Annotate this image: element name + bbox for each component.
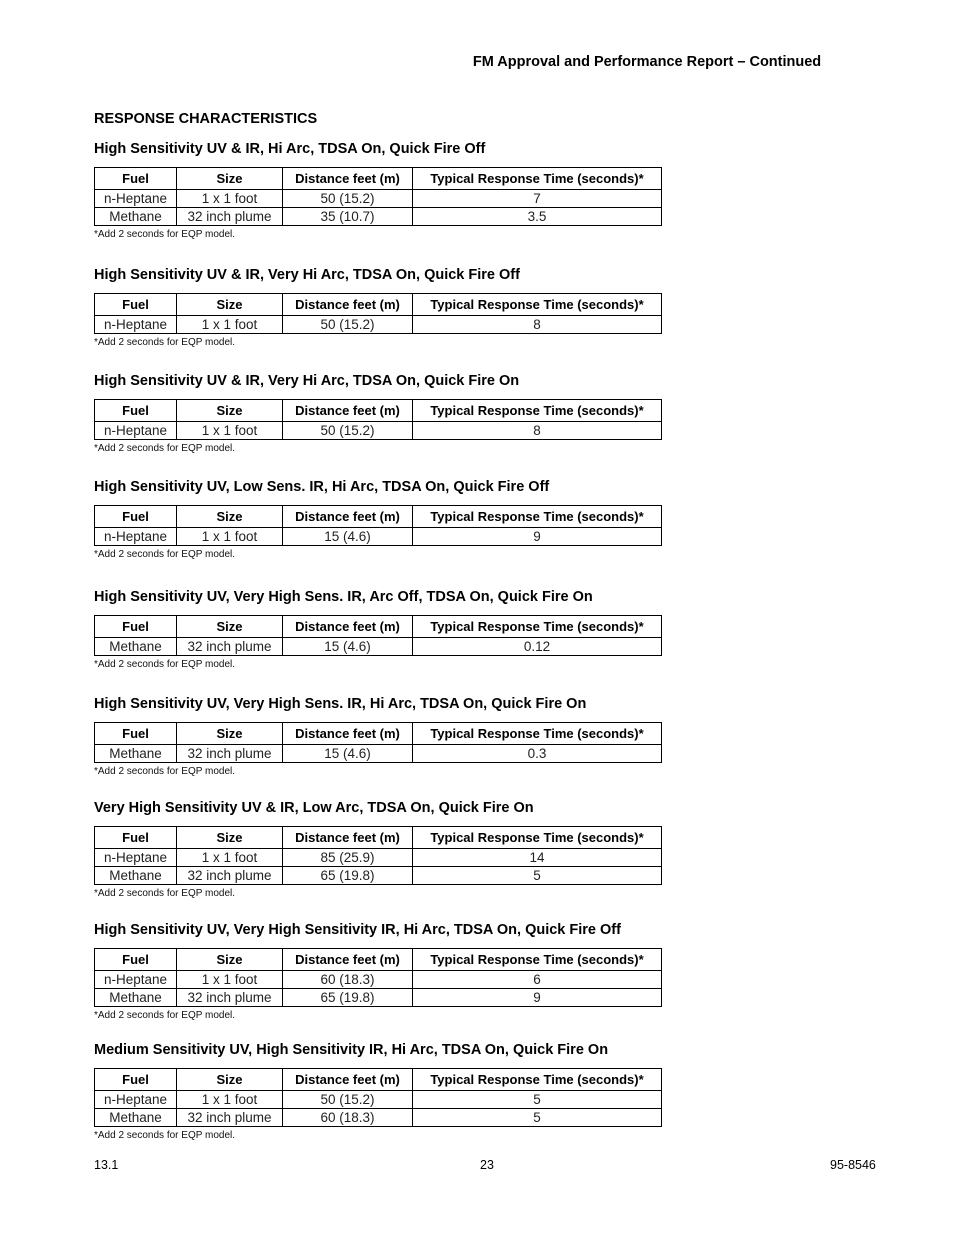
table-cell: n-Heptane bbox=[95, 849, 177, 867]
column-header: Size bbox=[177, 506, 283, 528]
table-cell: 32 inch plume bbox=[177, 745, 283, 763]
block-title: High Sensitivity UV & IR, Very Hi Arc, TDSA On, Quick Fire On bbox=[94, 373, 520, 389]
table-cell: 1 x 1 foot bbox=[177, 316, 283, 334]
table-cell: 32 inch plume bbox=[177, 989, 283, 1007]
table-cell: Methane bbox=[95, 638, 177, 656]
table-row bbox=[95, 989, 662, 1007]
response-block bbox=[94, 798, 662, 899]
table-cell: 1 x 1 foot bbox=[177, 1091, 283, 1109]
table-cell: 1 x 1 foot bbox=[177, 849, 283, 867]
column-header: Size bbox=[177, 949, 283, 971]
table-cell: 32 inch plume bbox=[177, 1109, 283, 1127]
table-cell: n-Heptane bbox=[95, 528, 177, 546]
table-row bbox=[95, 208, 662, 226]
column-header: Distance feet (m) bbox=[283, 827, 413, 849]
table-cell: 85 (25.9) bbox=[283, 849, 413, 867]
column-header: Typical Response Time (seconds)* bbox=[413, 949, 662, 971]
column-header: Fuel bbox=[95, 1069, 177, 1091]
table-cell: 15 (4.6) bbox=[283, 528, 413, 546]
table-cell: 32 inch plume bbox=[177, 638, 283, 656]
response-table bbox=[94, 948, 662, 1007]
table-header-row bbox=[95, 1069, 662, 1091]
response-table bbox=[94, 167, 662, 226]
column-header: Size bbox=[177, 1069, 283, 1091]
table-row bbox=[95, 745, 662, 763]
eqp-footnote: *Add 2 seconds for EQP model. bbox=[94, 766, 236, 777]
block-title: High Sensitivity UV, Low Sens. IR, Hi Arc, TDSA On, Quick Fire Off bbox=[94, 479, 550, 495]
table-row bbox=[95, 1109, 662, 1127]
column-header: Distance feet (m) bbox=[283, 1069, 413, 1091]
table-cell: 1 x 1 foot bbox=[177, 528, 283, 546]
response-block bbox=[94, 694, 662, 777]
response-block bbox=[94, 587, 662, 670]
block-title: High Sensitivity UV, Very High Sensitivity IR, Hi Arc, TDSA On, Quick Fire Off bbox=[94, 922, 621, 938]
table-cell: 32 inch plume bbox=[177, 867, 283, 885]
block-title: Very High Sensitivity UV & IR, Low Arc, TDSA On, Quick Fire On bbox=[94, 800, 534, 816]
table-cell: Methane bbox=[95, 1109, 177, 1127]
table-cell: 0.12 bbox=[413, 638, 662, 656]
table-row bbox=[95, 971, 662, 989]
table-cell: 50 (15.2) bbox=[283, 1091, 413, 1109]
table-cell: 0.3 bbox=[413, 745, 662, 763]
table-cell: Methane bbox=[95, 745, 177, 763]
table-cell: 7 bbox=[413, 190, 662, 208]
column-header: Size bbox=[177, 400, 283, 422]
table-header-row bbox=[95, 294, 662, 316]
table-header-row bbox=[95, 949, 662, 971]
response-table bbox=[94, 293, 662, 334]
column-header: Size bbox=[177, 827, 283, 849]
table-cell: 65 (19.8) bbox=[283, 867, 413, 885]
footer-revision: 13.1 bbox=[94, 1158, 119, 1172]
eqp-footnote: *Add 2 seconds for EQP model. bbox=[94, 229, 236, 240]
block-title: High Sensitivity UV, Very High Sens. IR, Arc Off, TDSA On, Quick Fire On bbox=[94, 589, 593, 605]
table-cell: 9 bbox=[413, 989, 662, 1007]
column-header: Fuel bbox=[95, 616, 177, 638]
column-header: Fuel bbox=[95, 949, 177, 971]
table-row bbox=[95, 638, 662, 656]
table-cell: n-Heptane bbox=[95, 1091, 177, 1109]
table-cell: 9 bbox=[413, 528, 662, 546]
table-row bbox=[95, 316, 662, 334]
table-row bbox=[95, 1091, 662, 1109]
section-title: RESPONSE CHARACTERISTICS bbox=[94, 111, 318, 127]
column-header: Distance feet (m) bbox=[283, 506, 413, 528]
table-cell: 60 (18.3) bbox=[283, 971, 413, 989]
table-cell: 5 bbox=[413, 1109, 662, 1127]
column-header: Distance feet (m) bbox=[283, 616, 413, 638]
table-header-row bbox=[95, 168, 662, 190]
response-table bbox=[94, 1068, 662, 1127]
response-table bbox=[94, 399, 662, 440]
table-cell: 3.5 bbox=[413, 208, 662, 226]
response-table bbox=[94, 722, 662, 763]
table-cell: 1 x 1 foot bbox=[177, 971, 283, 989]
eqp-footnote: *Add 2 seconds for EQP model. bbox=[94, 659, 236, 670]
block-title: High Sensitivity UV & IR, Hi Arc, TDSA On, Quick Fire Off bbox=[94, 141, 486, 157]
column-header: Distance feet (m) bbox=[283, 949, 413, 971]
page-header bbox=[0, 53, 954, 71]
response-block bbox=[94, 920, 662, 1021]
table-header-row bbox=[95, 827, 662, 849]
response-block bbox=[94, 477, 662, 560]
block-title: High Sensitivity UV, Very High Sens. IR, Hi Arc, TDSA On, Quick Fire On bbox=[94, 696, 587, 712]
table-row bbox=[95, 422, 662, 440]
column-header: Distance feet (m) bbox=[283, 400, 413, 422]
table-cell: 50 (15.2) bbox=[283, 422, 413, 440]
response-table bbox=[94, 826, 662, 885]
table-cell: 5 bbox=[413, 1091, 662, 1109]
footer-page-number: 23 bbox=[480, 1158, 494, 1172]
table-row bbox=[95, 190, 662, 208]
response-block bbox=[94, 139, 662, 240]
column-header: Typical Response Time (seconds)* bbox=[413, 827, 662, 849]
table-cell: 65 (19.8) bbox=[283, 989, 413, 1007]
column-header: Typical Response Time (seconds)* bbox=[413, 616, 662, 638]
response-table bbox=[94, 615, 662, 656]
eqp-footnote: *Add 2 seconds for EQP model. bbox=[94, 1130, 236, 1141]
eqp-footnote: *Add 2 seconds for EQP model. bbox=[94, 1010, 236, 1021]
column-header: Fuel bbox=[95, 506, 177, 528]
column-header: Fuel bbox=[95, 723, 177, 745]
column-header: Fuel bbox=[95, 400, 177, 422]
table-cell: n-Heptane bbox=[95, 190, 177, 208]
table-cell: n-Heptane bbox=[95, 316, 177, 334]
eqp-footnote: *Add 2 seconds for EQP model. bbox=[94, 337, 236, 348]
column-header: Typical Response Time (seconds)* bbox=[413, 400, 662, 422]
page-header-title: FM Approval and Performance Report – Continued bbox=[472, 54, 822, 70]
table-cell: 50 (15.2) bbox=[283, 316, 413, 334]
table-cell: 1 x 1 foot bbox=[177, 190, 283, 208]
block-title: High Sensitivity UV & IR, Very Hi Arc, TDSA On, Quick Fire Off bbox=[94, 267, 520, 283]
table-cell: Methane bbox=[95, 208, 177, 226]
footer-document-number: 95-8546 bbox=[830, 1158, 876, 1172]
column-header: Typical Response Time (seconds)* bbox=[413, 723, 662, 745]
table-cell: 8 bbox=[413, 316, 662, 334]
column-header: Distance feet (m) bbox=[283, 723, 413, 745]
eqp-footnote: *Add 2 seconds for EQP model. bbox=[94, 443, 236, 454]
response-block bbox=[94, 371, 662, 454]
column-header: Distance feet (m) bbox=[283, 294, 413, 316]
table-cell: Methane bbox=[95, 867, 177, 885]
response-block bbox=[94, 1040, 662, 1141]
table-header-row bbox=[95, 400, 662, 422]
table-cell: 50 (15.2) bbox=[283, 190, 413, 208]
column-header: Fuel bbox=[95, 827, 177, 849]
table-header-row bbox=[95, 506, 662, 528]
table-cell: n-Heptane bbox=[95, 971, 177, 989]
column-header: Typical Response Time (seconds)* bbox=[413, 168, 662, 190]
block-title: Medium Sensitivity UV, High Sensitivity IR, Hi Arc, TDSA On, Quick Fire On bbox=[94, 1042, 609, 1058]
table-cell: 6 bbox=[413, 971, 662, 989]
column-header: Distance feet (m) bbox=[283, 168, 413, 190]
column-header: Fuel bbox=[95, 168, 177, 190]
response-table bbox=[94, 505, 662, 546]
column-header: Size bbox=[177, 168, 283, 190]
table-row bbox=[95, 849, 662, 867]
table-cell: n-Heptane bbox=[95, 422, 177, 440]
column-header: Size bbox=[177, 616, 283, 638]
column-header: Size bbox=[177, 723, 283, 745]
table-cell: 15 (4.6) bbox=[283, 745, 413, 763]
table-cell: 8 bbox=[413, 422, 662, 440]
response-block bbox=[94, 265, 662, 348]
table-row bbox=[95, 528, 662, 546]
eqp-footnote: *Add 2 seconds for EQP model. bbox=[94, 888, 236, 899]
table-cell: 5 bbox=[413, 867, 662, 885]
table-cell: 35 (10.7) bbox=[283, 208, 413, 226]
eqp-footnote: *Add 2 seconds for EQP model. bbox=[94, 549, 236, 560]
table-cell: Methane bbox=[95, 989, 177, 1007]
table-cell: 32 inch plume bbox=[177, 208, 283, 226]
table-header-row bbox=[95, 723, 662, 745]
column-header: Typical Response Time (seconds)* bbox=[413, 294, 662, 316]
table-header-row bbox=[95, 616, 662, 638]
column-header: Typical Response Time (seconds)* bbox=[413, 1069, 662, 1091]
column-header: Fuel bbox=[95, 294, 177, 316]
table-cell: 1 x 1 foot bbox=[177, 422, 283, 440]
table-cell: 60 (18.3) bbox=[283, 1109, 413, 1127]
table-cell: 15 (4.6) bbox=[283, 638, 413, 656]
table-cell: 14 bbox=[413, 849, 662, 867]
column-header: Typical Response Time (seconds)* bbox=[413, 506, 662, 528]
column-header: Size bbox=[177, 294, 283, 316]
table-row bbox=[95, 867, 662, 885]
